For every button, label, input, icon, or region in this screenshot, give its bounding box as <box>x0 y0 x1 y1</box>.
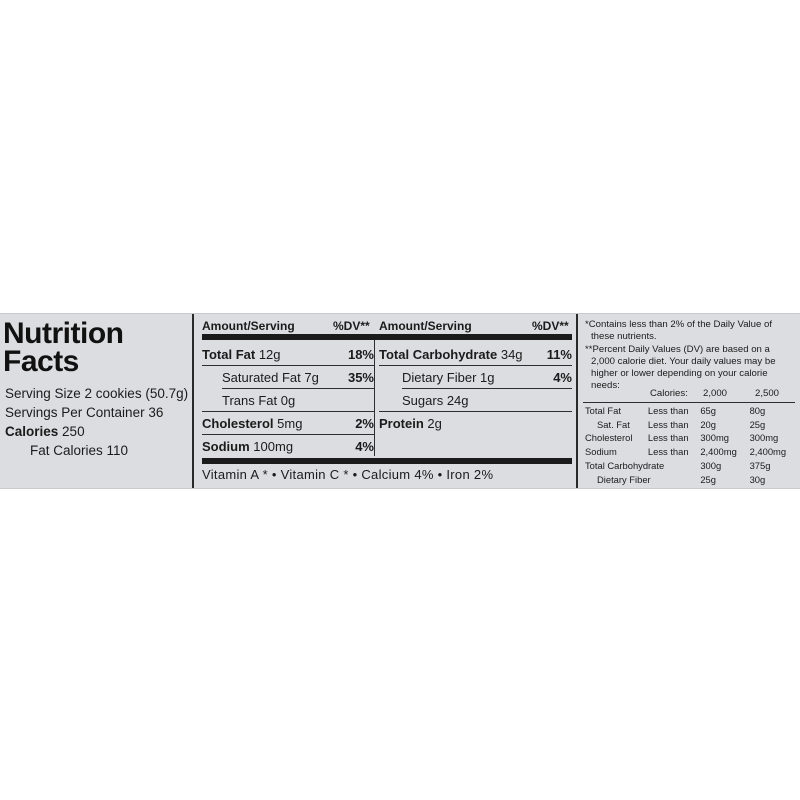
dv-qualifier: Less than <box>647 404 689 416</box>
dv-qualifier: Less than <box>647 446 689 458</box>
saturated-fat-row <box>222 370 319 385</box>
cholesterol-dv: 2% <box>355 416 374 431</box>
calories-line <box>5 424 85 439</box>
dv-header-right: %DV** <box>532 319 569 333</box>
footnote-panel <box>583 314 798 488</box>
dietary-fiber-row <box>402 370 495 385</box>
sodium-label: Sodium <box>202 439 250 454</box>
dv-2000: 300g <box>700 460 722 472</box>
title-panel <box>3 314 191 488</box>
row-divider <box>222 388 374 389</box>
row-divider <box>202 365 374 366</box>
table-row <box>585 432 798 446</box>
protein-row <box>379 416 442 431</box>
sugars-label: Sugars <box>402 393 444 408</box>
dietary-fiber-label: Dietary Fiber <box>402 370 477 385</box>
amount-serving-header-right: Amount/Serving <box>379 319 472 333</box>
table-row <box>585 473 798 487</box>
trans-fat-amount: 0g <box>280 393 296 408</box>
dv-header-left: %DV** <box>333 319 370 333</box>
table-row <box>585 459 798 473</box>
dv-2500: 25g <box>749 418 766 430</box>
total-fat-dv: 18% <box>347 347 374 362</box>
total-carbohydrate-amount: 34g <box>500 347 523 362</box>
dv-table-header-2000: 2,000 <box>703 388 728 399</box>
dv-2500: 80g <box>749 404 766 416</box>
protein-amount: 2g <box>427 416 442 431</box>
dv-2500: 2,400mg <box>749 446 787 458</box>
amount-serving-header-left: Amount/Serving <box>202 319 295 333</box>
total-fat-row <box>202 347 281 362</box>
row-divider <box>202 434 374 435</box>
footnote-1-line-1: *Contains less than 2% of the Daily Value of <box>585 319 773 330</box>
footnote-2-line-3: higher or lower depending on your calorie <box>591 368 768 379</box>
sodium-dv: 4% <box>355 439 374 454</box>
trans-fat-label: Trans Fat <box>222 393 278 408</box>
calories-value: 250 <box>62 424 85 439</box>
saturated-fat-dv: 35% <box>347 370 374 385</box>
dv-2000: 300mg <box>700 432 729 444</box>
table-row <box>585 418 798 432</box>
trans-fat-row <box>222 393 295 408</box>
vitamin-rule <box>202 458 572 464</box>
servings-per-container: Servings Per Container 36 <box>5 405 164 420</box>
calories-label: Calories <box>5 424 59 439</box>
dv-table-header-calories: Calories: <box>650 388 688 399</box>
serving-size: Serving Size 2 cookies (50.7g) <box>5 386 189 401</box>
dv-2000: 25g <box>700 473 716 485</box>
saturated-fat-label: Saturated Fat <box>222 370 301 385</box>
cholesterol-row <box>202 416 302 431</box>
dv-2000: 2,400mg <box>700 446 737 458</box>
dv-nutrient: Sat. Fat <box>597 418 630 430</box>
dv-nutrient: Sodium <box>585 446 617 458</box>
dietary-fiber-amount: 1g <box>480 370 495 385</box>
sugars-row <box>402 393 469 408</box>
cholesterol-amount: 5mg <box>277 416 303 431</box>
nutrition-facts-label <box>0 313 800 489</box>
vitamins-line: Vitamin A * • Vitamin C * • Calcium 4% • Iron 2% <box>202 467 494 482</box>
row-divider <box>379 411 572 412</box>
dv-table-header-2500: 2,500 <box>755 388 780 399</box>
total-carbohydrate-dv: 11% <box>546 347 572 362</box>
header-rule <box>202 334 572 340</box>
footnote-2-line-2: 2,000 calorie diet. Your daily values may be <box>591 356 776 367</box>
divider-1 <box>192 314 194 488</box>
table-row <box>585 445 798 459</box>
row-divider <box>202 411 374 412</box>
title-line-1: Nutrition <box>3 317 124 350</box>
footnote-2-line-1: **Percent Daily Values (DV) are based on a <box>585 344 770 355</box>
dv-2500: 300mg <box>749 432 779 444</box>
dv-table-rule <box>583 402 795 403</box>
dv-nutrient: Total Carbohydrate <box>585 460 665 472</box>
sodium-amount: 100mg <box>253 439 294 454</box>
dv-2500: 30g <box>749 473 766 485</box>
dv-2000: 65g <box>700 404 716 416</box>
table-row <box>585 404 798 418</box>
footnote-1-line-2: these nutrients. <box>591 331 657 342</box>
dv-qualifier: Less than <box>647 418 689 430</box>
protein-label: Protein <box>379 416 424 431</box>
dv-2500: 375g <box>749 460 771 472</box>
cholesterol-label: Cholesterol <box>202 416 274 431</box>
dv-nutrient: Total Fat <box>585 404 621 416</box>
total-carbohydrate-label: Total Carbohydrate <box>379 347 498 362</box>
dv-nutrient: Cholesterol <box>585 432 633 444</box>
total-fat-label: Total Fat <box>202 347 256 362</box>
total-fat-amount: 12g <box>258 347 281 362</box>
fat-calories: Fat Calories 110 <box>30 443 129 458</box>
divider-2 <box>576 314 578 488</box>
dv-nutrient: Dietary Fiber <box>597 473 651 485</box>
saturated-fat-amount: 7g <box>304 370 319 385</box>
row-divider <box>402 388 572 389</box>
sugars-amount: 24g <box>446 393 469 408</box>
total-carbohydrate-row <box>379 347 523 362</box>
nutrients-panel <box>202 314 572 488</box>
footnote-2-line-4: needs: <box>591 380 620 391</box>
title-line-2: Facts <box>3 345 79 378</box>
row-divider <box>379 365 572 366</box>
dv-2000: 20g <box>700 418 716 430</box>
sodium-row <box>202 439 293 454</box>
dv-reference-table <box>585 404 798 487</box>
dv-qualifier: Less than <box>647 432 689 444</box>
column-divider <box>374 340 375 456</box>
dietary-fiber-dv: 4% <box>553 370 572 385</box>
